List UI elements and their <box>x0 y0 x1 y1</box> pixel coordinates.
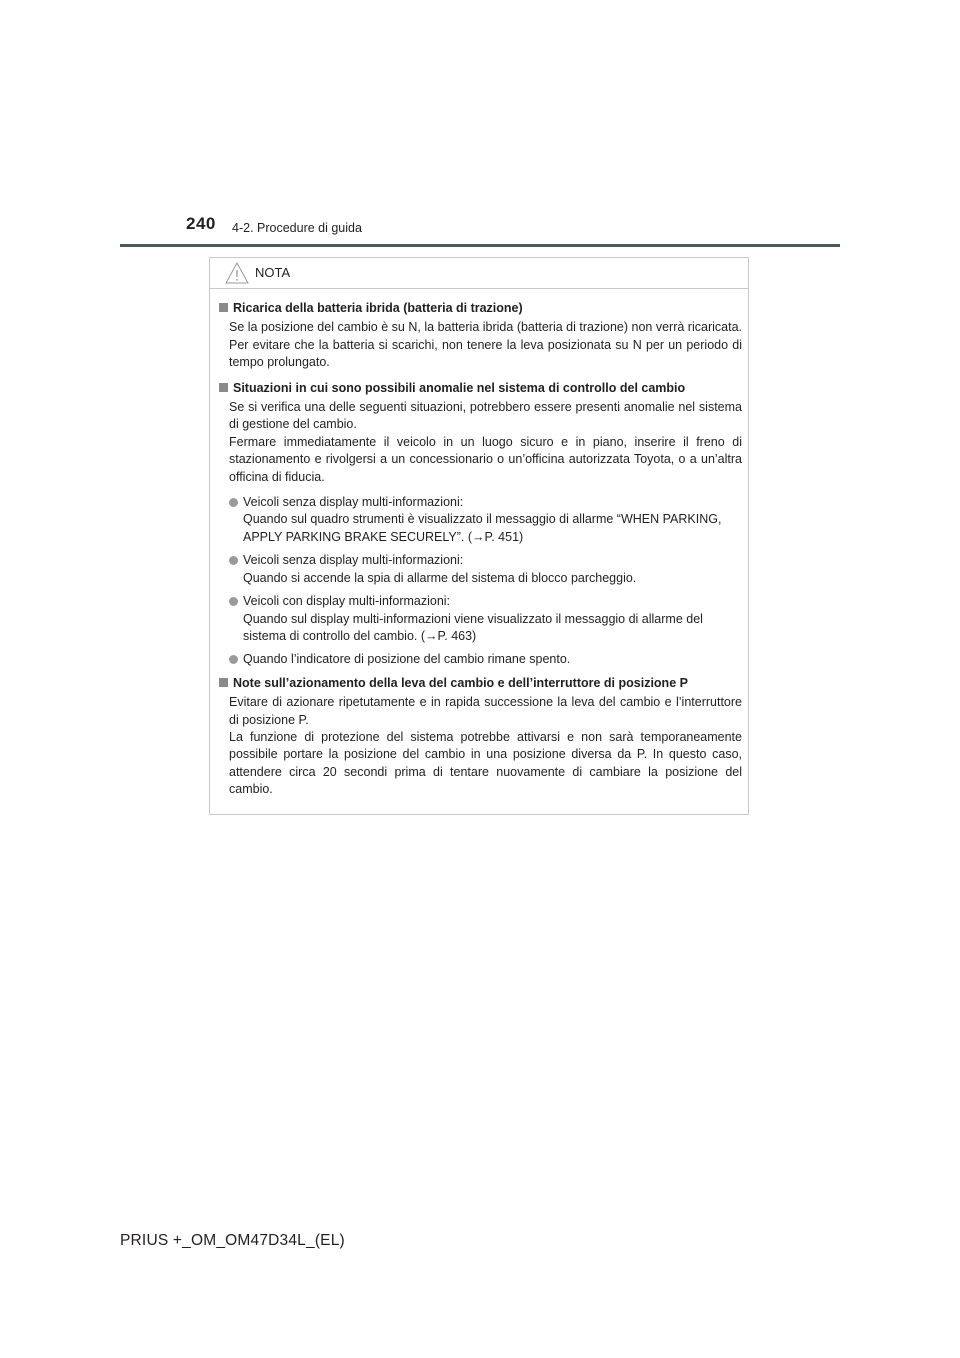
list-item-line: Quando sul quadro strumenti è visualizzato il messaggio di allarme “WHEN PARKING, APPLY PARKING BRAKE SECURELY”. (→P. 451) <box>243 512 722 544</box>
square-bullet-icon <box>219 383 228 392</box>
list-item <box>229 494 742 546</box>
section-heading <box>219 675 742 692</box>
note-label: NOTA <box>255 265 291 280</box>
paragraph-text: La funzione di protezione del sistema potrebbe attivarsi e non sarà temporaneamente possibile portare la posizione del cambio in una posizione diversa da P. In questo caso, attendere circa 20 secondi prima di tentare nuovamente di cambiare la posizione del cambio. <box>229 729 742 797</box>
note-header <box>210 258 748 289</box>
note-body <box>210 289 748 799</box>
document-code: PRIUS +_OM_OM47D34L_(EL) <box>120 1232 345 1249</box>
section-heading-text: Situazioni in cui sono possibili anomalie nel sistema di controllo del cambio <box>233 380 686 395</box>
list-item <box>229 651 742 668</box>
note-section <box>219 300 742 372</box>
section-heading <box>219 380 742 397</box>
paragraph <box>229 399 742 486</box>
list-item-line: Quando si accende la spia di allarme del sistema di blocco parcheggio. <box>243 570 637 585</box>
paragraph-text: Evitare di azionare ripetutamente e in rapida successione la leva del cambio e l’interruttore di posizione P. <box>229 695 742 727</box>
section-heading-text: Note sull’azionamento della leva del cambio e dell’interruttore di posizione P <box>233 675 688 690</box>
circle-bullet-icon <box>229 498 238 507</box>
paragraph-text: Fermare immediatamente il veicolo in un luogo sicuro e in piano, inserire il freno di stazionamento e rivolgersi a un concessionario o un’officina autorizzata Toyota, o a un’altra officina di fiducia. <box>229 434 742 484</box>
circle-bullet-icon <box>229 556 238 565</box>
paragraph <box>229 694 742 798</box>
list-item-line: Veicoli senza display multi-informazioni: <box>243 553 464 568</box>
section-title: 4-2. Procedure di guida <box>232 221 362 235</box>
list-item-line: Veicoli senza display multi-informazioni: <box>243 495 464 510</box>
list-item <box>229 552 742 587</box>
paragraph <box>229 319 742 371</box>
paragraph-text: Se si verifica una delle seguenti situazioni, potrebbero essere presenti anomalie nel sistema di gestione del cambio. <box>229 400 742 432</box>
header-divider <box>120 244 840 247</box>
note-section <box>219 380 742 669</box>
square-bullet-icon <box>219 678 228 687</box>
page-number: 240 <box>186 214 216 233</box>
note-section <box>219 675 742 799</box>
list-item <box>229 593 742 645</box>
note-box <box>209 257 749 815</box>
paragraph-text: Se la posizione del cambio è su N, la batteria ibrida (batteria di trazione) non verrà ricaricata. Per evitare che la batteria si scarichi, non tenere la leva posizionata su N per un periodo di tempo prolungato. <box>229 320 742 370</box>
list-item-line: Quando sul display multi-informazioni viene visualizzato il messaggio di allarme del sistema di controllo del cambio. (→P. 463) <box>243 611 703 643</box>
circle-bullet-icon <box>229 655 238 664</box>
section-heading-text: Ricarica della batteria ibrida (batteria di trazione) <box>233 301 523 315</box>
warning-triangle-icon <box>225 262 249 284</box>
list-item-line: Quando l’indicatore di posizione del cambio rimane spento. <box>243 652 571 667</box>
list-item-line: Veicoli con display multi-informazioni: <box>243 594 451 609</box>
square-bullet-icon <box>219 303 228 312</box>
circle-bullet-icon <box>229 597 238 606</box>
section-heading <box>219 300 742 317</box>
